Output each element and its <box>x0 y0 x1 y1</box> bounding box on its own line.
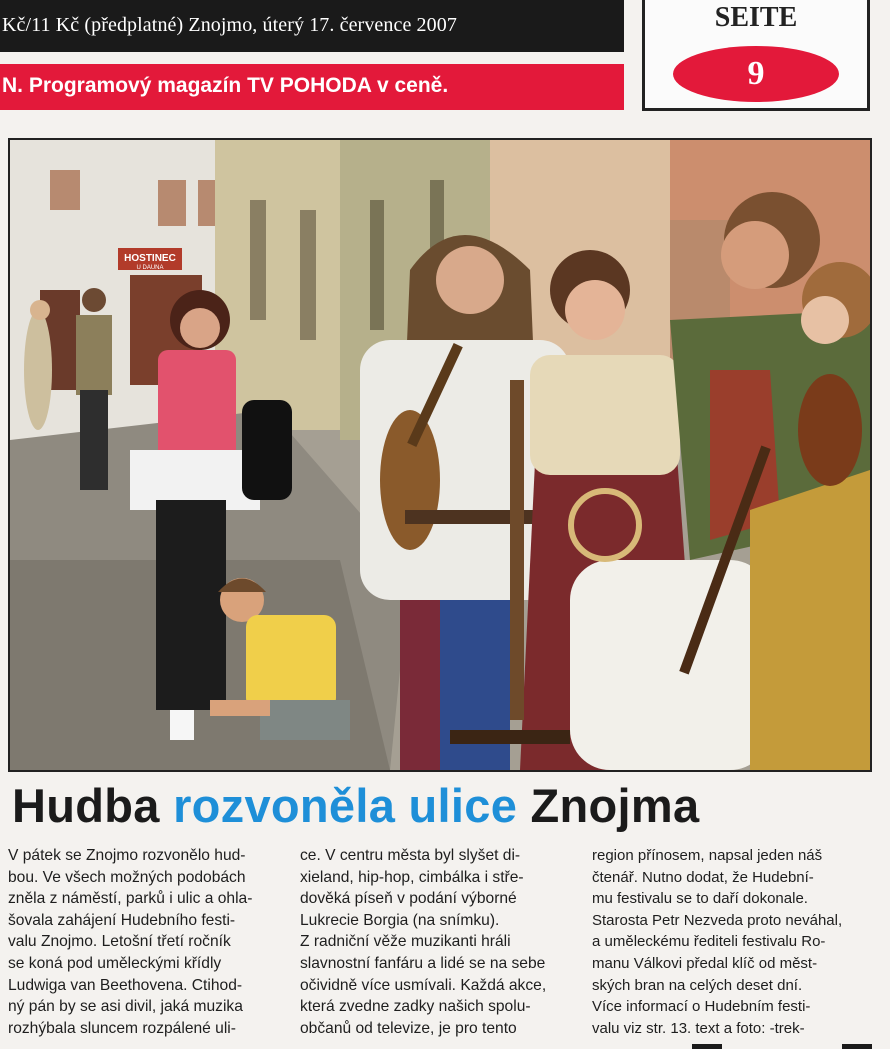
bearded-man-face <box>721 221 789 289</box>
text-line: valu viz str. 13. text a foto: -trek- <box>592 1019 805 1037</box>
article-photo <box>8 138 872 772</box>
recorder <box>510 380 524 720</box>
page-number: 9 <box>747 55 765 92</box>
inn-sign-text: HOSTINEC <box>124 253 176 264</box>
woman-dress-face <box>565 280 625 340</box>
woman-pink-top <box>158 350 236 460</box>
text-line: Lukrecie Borgia (na snímku). <box>300 911 500 929</box>
text-line: ný pán by se asi divil, jaká muzika <box>8 998 243 1016</box>
golden-cloak <box>750 470 870 770</box>
text-line: a uměleckému řediteli festivalu Ro- <box>592 933 826 951</box>
text-line: ských bran na celých deset dní. <box>592 976 803 994</box>
article-headline <box>12 778 878 838</box>
article-column-1 <box>8 845 288 1039</box>
text-line: xieland, hip-hop, cimbálka i stře- <box>300 868 524 886</box>
text-line: dověká píseň v podání výborné <box>300 890 517 908</box>
lute <box>380 410 440 550</box>
street-musicians-illustration <box>10 140 870 770</box>
text-line: čtenář. Nutno dodat, že Hudební- <box>592 868 814 886</box>
text-line: občanů od televize, je pro tento <box>300 1019 517 1037</box>
boy-yellow-shirt <box>246 615 336 710</box>
text-line: manu Válkovi předal klíč od měst- <box>592 954 818 972</box>
headline-part-3: Znojma <box>530 779 700 832</box>
article-column-3 <box>592 845 882 1039</box>
text-line: očividně více usmívali. Každá akce, <box>300 976 547 994</box>
text-line: valu Znojmo. Letošní třetí ročník <box>8 933 231 951</box>
inn-sign-subtext: U DAUNA <box>136 265 164 271</box>
white-sleeve-player <box>570 560 770 770</box>
text-line: Starosta Petr Nezveda proto neváhal, <box>592 911 843 929</box>
text-line: V pátek se Znojmo rozvonělo hud- <box>8 847 246 864</box>
text-line: Z radniční věže muzikanti hráli <box>300 933 511 951</box>
text-line: ce. V centru města byl slyšet di- <box>300 847 521 864</box>
header-date-bar <box>0 0 624 52</box>
text-line: bou. Ve všech možných podobách <box>8 868 246 886</box>
text-line: Ludwiga van Beethovena. Ctihod- <box>8 976 243 994</box>
text-line: rozhýbala sluncem rozpálené uli- <box>8 1019 236 1037</box>
text-line: Více informací o Hudebním festi- <box>592 998 811 1016</box>
page-number-box <box>642 0 870 111</box>
promo-bar <box>0 64 624 110</box>
text-line: šovala zahájení Hudebního festi- <box>8 911 236 929</box>
price-date-line: Kč/11 Kč (předplatné) Znojmo, úterý 17. července 2007 <box>2 14 457 36</box>
headline-part-2: rozvoněla ulice <box>173 779 518 832</box>
next-article-marks <box>692 1040 882 1049</box>
text-line: mu festivalu se to daří dokonale. <box>592 890 808 908</box>
promo-text: N. Programový magazín TV POHODA v ceně. <box>2 74 449 97</box>
text-line: slavnostní fanfáru a lidé se na sebe <box>300 954 546 972</box>
cello-scroll <box>798 374 862 486</box>
headline-part-1: Hudba <box>12 779 160 832</box>
text-line: zněla z náměstí, parků i ulic a ohla- <box>8 890 253 908</box>
text-line: se koná pod uměleckými křídly <box>8 954 222 972</box>
text-line: která zvedne zadky našich spolu- <box>300 998 531 1016</box>
article-column-2 <box>300 845 582 1039</box>
page-label: SEITE <box>714 2 798 33</box>
text-line: region přínosem, napsal jeden náš <box>592 847 823 864</box>
